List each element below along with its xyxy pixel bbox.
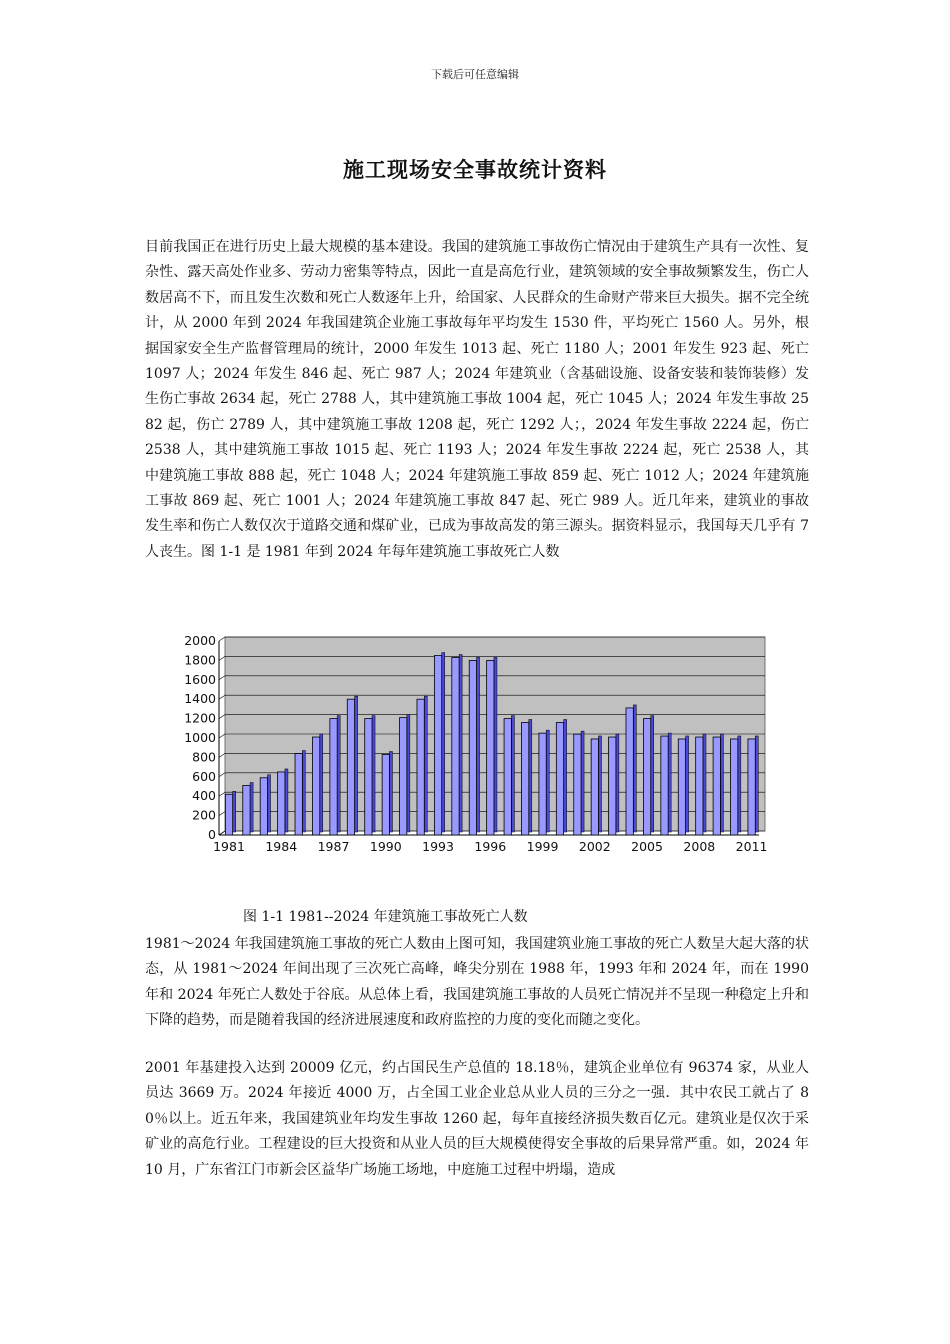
bar [434,656,441,835]
bar [452,657,459,835]
bar [504,719,511,835]
x-tick-label: 1984 [265,839,298,854]
bar [330,719,337,835]
y-tick-label: 800 [192,749,216,765]
bar-side [285,769,288,832]
bar [748,739,755,835]
bar-side [755,736,758,832]
bar-side [337,716,340,832]
y-tick-label: 200 [192,807,216,823]
bar-side [581,731,584,832]
y-tick-label: 1400 [184,691,216,707]
bar-side [407,715,410,832]
x-tick-label: 1981 [213,839,245,854]
x-tick-label: 2002 [578,839,611,854]
bar-side [720,734,723,832]
x-tick-label: 1999 [526,839,559,854]
bar-side [686,736,689,832]
y-tick-label: 0 [208,827,216,842]
bar [661,736,668,835]
bar-side [459,654,462,832]
bar-side [703,734,706,832]
bar-side [651,716,654,832]
gridline-depth [219,831,225,835]
bar-side [233,791,236,832]
bar [225,794,232,835]
gridline-depth [219,637,225,641]
bar-side [668,733,671,832]
bar-side [442,653,445,832]
gridline-depth [219,812,225,816]
bar-side [355,696,358,832]
bar-side [616,734,619,832]
bar-side [389,751,392,832]
bar [347,699,354,835]
bar [400,718,407,835]
y-tick-label: 2000 [184,633,216,648]
figure-caption: 图 1-1 1981--2024 年建筑施工事故死亡人数 [243,909,528,925]
bar [417,699,424,835]
bar [696,737,703,835]
x-tick-label: 1990 [369,839,402,854]
bar [609,737,616,835]
gridline-depth [219,715,225,719]
bar-side [302,751,305,832]
intro-paragraph: 目前我国正在进行历史上最大规模的基本建设。我国的建筑施工事故伤亡情况由于建筑生产具有一次性、复杂性、露天高处作业多、劳动力密集等特点，因此一直是高危行业，建筑领域的安全事故频繁发生，伤亡人数居高不下，而且发生次数和死亡人数逐年上升，给国家、人民群众的生命财产带来巨大损失。据不完全统计，从 2000 年到 2024 年我国建筑企业施工事故每年平均发生 1530 件，平均死亡 1560 人。另外，根据国家安全生产监督管理局的统计，2000 年发生 1013 起、死亡 1180 人；2001 年发生 923 起、死亡 1097 人；2024 年发生 846 起、死亡 987 人；2024 年建筑业（含基础设施、设备安装和装饰装修）发生伤亡事故 2634 起，死亡 2788 人，其中建筑施工事故 1004 起，死亡 1045 人；2024 年发生事故 2582 起，伤亡 2789 人，其中建筑施工事故 1208 起，死亡 1292 人；，2024 年发生事故 2224 起，伤亡 2538 人，其中建筑施工事故 1015 起、死亡 1193 人；2024 年发生事故 2224 起，死亡 2538 人，其中建筑施工事故 888 起，死亡 1048 人；2024 年建筑施工事故 859 起、死亡 1012 人；2024 年建筑施工事故 869 起、死亡 1001 人；2024 年建筑施工事故 847 起、死亡 989 人。近几年来，建筑业的事故发生率和伤亡人数仅次于道路交通和煤矿业，已成为事故高发的第三源头。据资料显示，我国每天几乎有 7 人丧生。图 1-1 是 1981 年到 2024 年每年建筑施工事故死亡人数 [145,239,809,560]
bar-side [598,736,601,832]
x-tick-label: 1993 [422,839,454,854]
y-tick-label: 600 [192,768,216,784]
gridline-depth [219,676,225,680]
bar [574,734,581,835]
bar [469,660,476,835]
gridline-depth [219,773,225,777]
bar [260,778,267,835]
y-tick-label: 1600 [184,671,216,687]
bar-side [633,705,636,832]
bar-side [511,716,514,832]
y-tick-label: 1800 [184,652,216,668]
page-title: 施工现场安全事故统计资料 [343,158,607,182]
y-tick-label: 1000 [184,730,216,745]
bar-side [320,734,323,832]
gridline-depth [219,753,225,757]
x-tick-label: 2005 [631,839,663,854]
bar [713,737,720,835]
bar-side [494,657,497,832]
bar [487,660,494,835]
gridline-depth [219,695,225,699]
bar [591,739,598,835]
y-tick-label: 400 [192,788,216,804]
bar-side [564,719,567,832]
bar [521,722,528,835]
x-tick-label: 2008 [683,839,716,854]
x-tick-label: 1996 [474,839,507,854]
bar-side [546,730,549,832]
bar-side [372,716,375,832]
bar-side [424,696,427,832]
bar [539,733,546,835]
gridline-depth [219,734,225,738]
bar [382,754,389,835]
header-note: 下载后可任意编辑 [431,68,519,81]
bar [643,719,650,835]
analysis-paragraph: 1981～2024 年我国建筑施工事故的死亡人数由上图可知，我国建筑业施工事故的死亡人数呈大起大落的状态，从 1981～2024 年间出现了三次死亡高峰，峰尖分别在 1988 年，1993 年和 2024 年，而在 1990 年和 2024 年死亡人数处于谷底。从总体上看，我国建筑施工事故的人员死亡情况并不呈现一种稳定上升和下降的趋势，而是随着我国的经济进展速度和政府监控的力度的变化而随之变化。 [145,936,809,1029]
bar [365,719,372,835]
fatalities-bar-chart [178,626,778,858]
investment-paragraph: 2001 年基建投入达到 20009 亿元，约占国民生产总值的 18.18％，建筑企业单位有 96374 家，从业人员达 3669 万。2024 年接近 4000 万，占全国工业企业总从业人员的三分之一强．其中农民工就占了 80％以上。近五年来，我国建筑业年均发生事故 1260 起，每年直接经济损失数百亿元。建筑业是仅次于采矿业的高危行业。工程建设的巨大投资和从业人员的巨大规模使得安全事故的后果异常严重。如，2024 年 10 月，广东省江门市新会区益华广场施工场地，中庭施工过程中坍塌，造成 [145,1060,809,1178]
bar-side [268,775,271,832]
bar [626,708,633,835]
bar [295,754,302,835]
gridline-depth [219,656,225,660]
x-tick-label: 1987 [317,839,350,854]
bar-side [250,783,253,832]
bar [243,786,250,835]
bar-side [529,719,532,832]
y-tick-label: 1200 [184,710,216,726]
bar-side [477,657,480,832]
bar [278,772,285,835]
bar [556,722,563,835]
bar [678,739,685,835]
bar [731,739,738,835]
bar-side [738,736,741,832]
gridline-depth [219,792,225,796]
bar [312,737,319,835]
x-tick-label: 2011 [735,839,768,854]
